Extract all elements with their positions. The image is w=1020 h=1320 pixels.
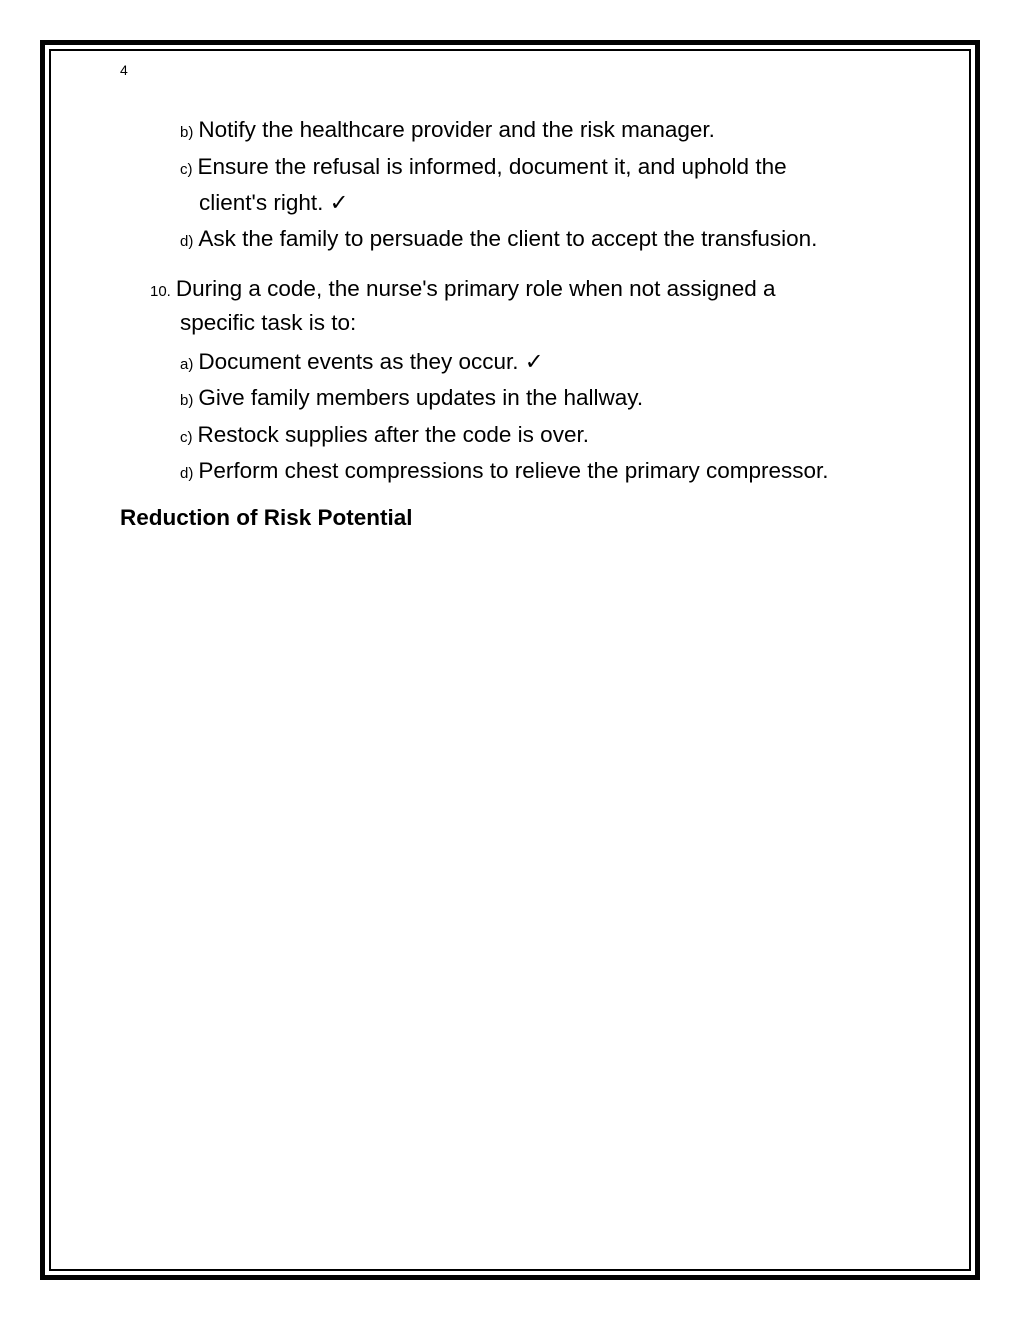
option-text: Document events as they occur. ✓ <box>198 349 544 374</box>
option-text: Give family members updates in the hallway. <box>198 385 644 410</box>
q10-option-b <box>180 383 643 416</box>
q10-stem <box>150 274 775 307</box>
option-label: c) <box>180 429 193 446</box>
option-label: b) <box>180 392 194 409</box>
section-heading: Reduction of Risk Potential <box>120 505 413 530</box>
option-text: Ask the family to persuade the client to accept the transfusion. <box>198 226 818 251</box>
option-text: Restock supplies after the code is over. <box>197 422 589 447</box>
question-number: 10. <box>150 283 171 300</box>
q10-option-c <box>180 420 589 453</box>
option-text: Perform chest compressions to relieve the primary compressor. <box>198 458 829 483</box>
page-number: 4 <box>120 62 128 78</box>
question-stem-line1: During a code, the nurse's primary role when not assigned a <box>175 276 776 301</box>
q9-option-d <box>180 224 817 257</box>
option-label: a) <box>180 356 194 373</box>
question-stem-line2: specific task is to: <box>180 310 357 335</box>
option-label: c) <box>180 161 193 178</box>
q10-option-a <box>180 347 544 380</box>
q10-option-d <box>180 456 829 489</box>
q9-option-c <box>180 152 787 185</box>
q9-option-c-continuation: client's right. ✓ <box>199 190 349 215</box>
option-text: Notify the healthcare provider and the risk manager. <box>198 117 715 142</box>
option-label: d) <box>180 233 194 250</box>
option-text: Ensure the refusal is informed, document it, and uphold the <box>197 154 787 179</box>
q9-option-b <box>180 115 715 148</box>
option-label: d) <box>180 465 194 482</box>
option-label: b) <box>180 124 194 141</box>
